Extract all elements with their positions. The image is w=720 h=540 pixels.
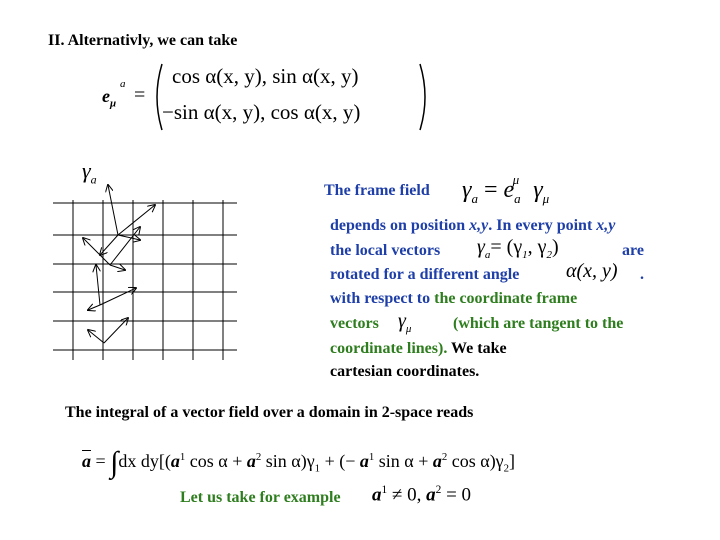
paragraph-line-1: depends on position x,y. In every point x,y — [330, 217, 616, 234]
coordinate-vector-formula: $\gamma_\mu$ — [398, 310, 412, 335]
matrix-lhs-sup: a — [120, 78, 126, 90]
paragraph-line-2-are: are — [622, 242, 644, 259]
integral-formula: $\overline{a} = \int dx$ $dy[(a^1$ $\cos \alpha + a^2$ $\sin \alpha)\gamma_1$ + (− $a^1$ $\sin \alpha + a^2$ $\cos \alpha)\gamma_2$] — [82, 446, 516, 479]
paragraph-line-7: cartesian coordinates. — [330, 363, 480, 380]
frame-field-label: The frame field — [324, 182, 430, 199]
diagram-label: $\gamma_a$ — [82, 158, 97, 187]
paragraph-line-2-text: the local vectors — [330, 242, 441, 259]
frame-field-formula: $\gamma_a = e_a^\mu$ $\gamma_\mu$ — [462, 172, 550, 206]
paragraph-line-5-end: (which are tangent to the — [453, 315, 624, 332]
paragraph-line-3-end: . — [640, 266, 644, 283]
example-text: Let us take for example — [180, 489, 341, 506]
angle-formula: α(x, y) — [566, 260, 618, 282]
heading: II. Alternativly, we can take — [48, 32, 238, 49]
integral-intro: The integral of a vector field over a domain in 2-space reads — [65, 404, 474, 421]
paragraph-line-4: with respect to the coordinate frame — [330, 290, 578, 307]
vector-grid-diagram — [40, 160, 260, 370]
paragraph-line-6: coordinate lines). We take — [330, 340, 507, 357]
example-condition: $a^1 \ne 0$, $a^2 = 0$ — [372, 484, 472, 506]
matrix-eq: = — [134, 84, 146, 106]
paragraph-line-5-text: vectors — [330, 315, 379, 332]
paragraph-line-3-text: rotated for a different angle — [330, 266, 520, 283]
matrix-row-2: −sin α(x, y), cos α(x, y) — [162, 100, 361, 124]
local-vectors-formula: $\gamma_a= (\gamma_1$, $\gamma_2$) — [477, 236, 559, 261]
matrix-lhs: $e_\mu$ — [102, 86, 117, 110]
matrix-row-1: cos α(x, y), sin α(x, y) — [172, 64, 359, 88]
grid-lines — [53, 200, 237, 360]
